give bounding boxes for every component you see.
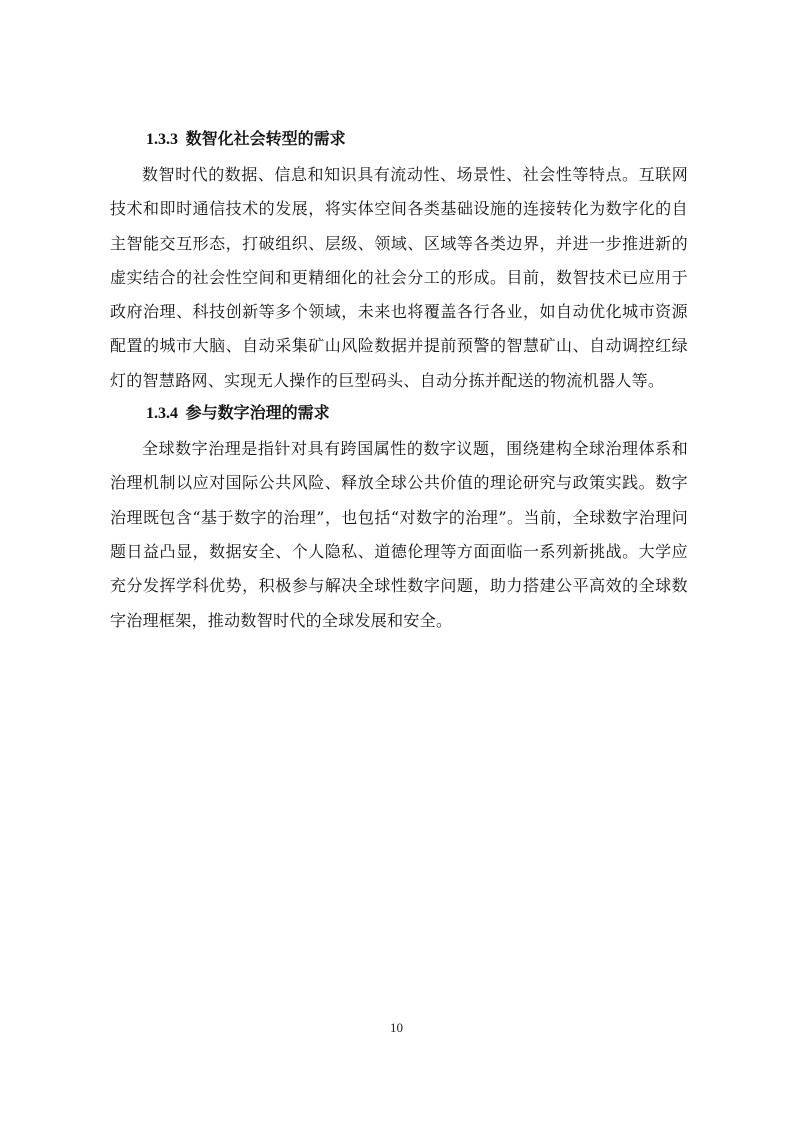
section-title: 参与数字治理的需求	[185, 403, 330, 423]
section-heading-1-3-4	[146, 402, 688, 424]
section-title: 数智化社会转型的需求	[185, 129, 346, 148]
page-number: 10	[390, 1020, 403, 1035]
section-heading-1-3-3	[146, 128, 688, 150]
section-number: 1.3.3	[146, 131, 178, 148]
section-paragraph: 数智时代的数据、信息和知识具有流动性、场景性、社会性等特点。互联网技术和即时通信技术的发展，将实体空间各类基础设施的连接转化为数字化的自主智能交互形态，打破组织、层级、领域、区域等各类边界，并进一步推进新的虚实结合的社会性空间和更精细化的社会分工的形成。目前，数智技术已应用于政府治理、科技创新等多个领域，未来也将覆盖各行各业，如自动优化城市资源配置的城市大脑、自动采集矿山风险数据并提前预警的智慧矿山、自动调控红绿灯的智慧路网、实现无人操作的巨型码头、自动分拣并配送的物流机器人等。	[110, 165, 688, 390]
section-paragraph: 全球数字治理是指针对具有跨国属性的数字议题，围绕建构全球治理体系和治理机制以应对国际公共风险、释放全球公共价值的理论研究与政策实践。数字治理既包含“基于数字的治理”，也包括“对数字的治理”。当前，全球数字治理问题日益凸显，数据安全、个人隐私、道德伦理等方面面临一系列新挑战。大学应充分发挥学科优势，积极参与解决全球性数字问题，助力搭建公平高效的全球数字治理框架，推动数智时代的全球发展和安全。	[110, 439, 688, 630]
page-content	[110, 128, 688, 642]
section-number: 1.3.4	[146, 405, 178, 423]
